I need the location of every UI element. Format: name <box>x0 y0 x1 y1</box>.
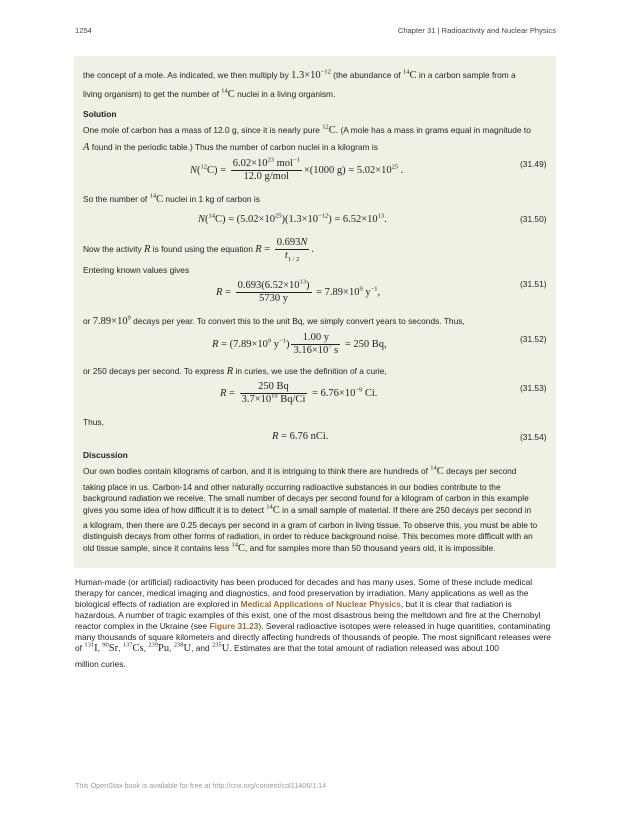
equation-number: (31.53) <box>520 383 547 393</box>
discussion-line: old tissue sample, since it contains less $^{14}$C, and for samples more than 50 thousand years old, it is impossible. <box>83 541 496 554</box>
body-line: Human-made (or artificial) radioactivity has been produced for decades and has many uses. Some of these include medical <box>75 577 533 587</box>
example-paragraph-8: Thus, <box>83 417 104 427</box>
example-paragraph-4: Now the activity R is found using the equation R = $\frac{0.693N}{t_{1 / 2}}$ . <box>83 237 315 264</box>
equation-31-54: R = 6.76 nCi. <box>272 431 329 442</box>
equation-number: (31.51) <box>520 279 547 289</box>
body-line: therapy for cancer, medical imaging and diagnostics, and food preservation by irradiation. Many applications as well as the <box>75 588 529 598</box>
equation-number: (31.50) <box>520 214 547 224</box>
solution-paragraph: One mole of carbon has a mass of 12.0 g, since it is nearly pure $^{12}$C. (A mole has a mass in grams equal in magnitude to <box>83 123 531 136</box>
discussion-line: distinguish decays from other forms of radiation, in order to reduce background noise. This becomes more difficult with an <box>83 531 533 541</box>
body-line: of $^{131}$I, $^{90}$Sr, $^{137}$Cs, $^{239}$Pu, $^{238}$U, and $^{235}$U. Estimates are that the total amount of radiation released was about 100 <box>75 641 499 654</box>
body-line: biological effects of radiation are explored in Medical Applications of Nuclear Physics, but it is clear that radiation is <box>75 599 512 609</box>
example-paragraph-1b: living organism) to get the number of $^{14}$C nuclei in a living organism. <box>83 87 336 100</box>
equation-31-53: R = $\frac{250 Bq}{3.7\times 10^{10} Bq/Ci}$ = $6.76\times 10^{-9}$ Ci. <box>220 381 378 405</box>
medical-applications-link[interactable]: Medical Applications of Nuclear Physics <box>240 599 401 609</box>
equation-number: (31.49) <box>520 159 547 169</box>
page-number: 1254 <box>75 26 92 35</box>
example-paragraph-5: Entering known values gives <box>83 265 190 275</box>
equation-31-49: N($^{12}$C) = $\frac{6.02\times 10^{23} mol^{-1}}{\text{12.0 g/mol}}$ ×(1000 $g) = 5.02\times 10^{25}$ . <box>190 156 404 182</box>
body-line: hazardous. A number of tragic examples of this exist, one of the most disastrous being the meltdown and fire at the Chernobyl <box>75 610 541 620</box>
discussion-line: gives you some idea of how difficult it is to detect $^{14}$C in a small sample of material. If there are 250 decays per second in <box>83 503 532 516</box>
body-line: many thousands of square kilometers and directly affecting hundreds of thousands of people. The most significant releases were <box>75 632 551 642</box>
solution-heading: Solution <box>83 109 117 119</box>
equation-31-52: $R = (7.89\times 10^9$ $y^{-1}$) $\frac{1.00 y}{3.16\times 10^7 s}$ = 250 Bq, <box>212 332 387 356</box>
example-paragraph-1: the concept of a mole. As indicated, we then multiply by $1.3\times 10^{-12}$ (the abundance of $^{14}$C in a carbon sample from a <box>83 68 516 81</box>
equation-31-51: R = $\frac{0.693(6.52\times 10^{13})}{5730 y}$ = $7.89\times 10^9$ $y^{-1}$, <box>216 278 381 304</box>
footer-text: This OpenStax book is available for free at http://cnx.org/content/col11406/1.14 <box>75 781 327 790</box>
discussion-line: background radiation we receive. The small number of decays per second found for a kilogram of carbon in this example <box>83 493 529 503</box>
discussion-heading: Discussion <box>83 450 128 460</box>
discussion-line: Our own bodies contain kilograms of carbon, and it is intriguing to think there are hundreds of $^{14}$C decays per second <box>83 464 517 477</box>
body-line: reactor complex in the Ukraine (see Figure 31.23). Several radioactive isotopes were released in huge quantities, contaminating <box>75 621 551 631</box>
example-paragraph-6: or $7.89\times 10^9$ decays per year. To convert this to the unit Bq, we simply convert years to seconds. Thus, <box>83 314 465 327</box>
figure-link[interactable]: Figure 31.23 <box>209 621 259 631</box>
body-line: million curies. <box>75 659 126 669</box>
solution-paragraph-b: A found in the periodic table.) Thus the number of carbon nuclei in a kilogram is <box>83 142 378 153</box>
chapter-header: Chapter 31 | Radioactivity and Nuclear Physics <box>397 26 556 35</box>
example-paragraph-7: or 250 decays per second. To express R in curies, we use the definition of a curie, <box>83 366 387 377</box>
equation-number: (31.52) <box>520 334 547 344</box>
example-paragraph-3: So the number of $^{14}$C nuclei in 1 kg of carbon is <box>83 192 260 205</box>
discussion-line: taking place in us. Carbon-14 and other naturally occurring radioactive substances in our bodies contribute to the <box>83 482 501 492</box>
equation-number: (31.54) <box>520 432 547 442</box>
equation-31-50: $N(^{14}C) = (5.02\times 10^{25})(1.3\times 10^{-12}) = 6.52\times 10^{13}$. <box>198 212 387 225</box>
discussion-line: a kilogram, then there are 0.25 decays per second in a gram of carbon in living tissue. To observe this, you must be able to <box>83 520 538 530</box>
